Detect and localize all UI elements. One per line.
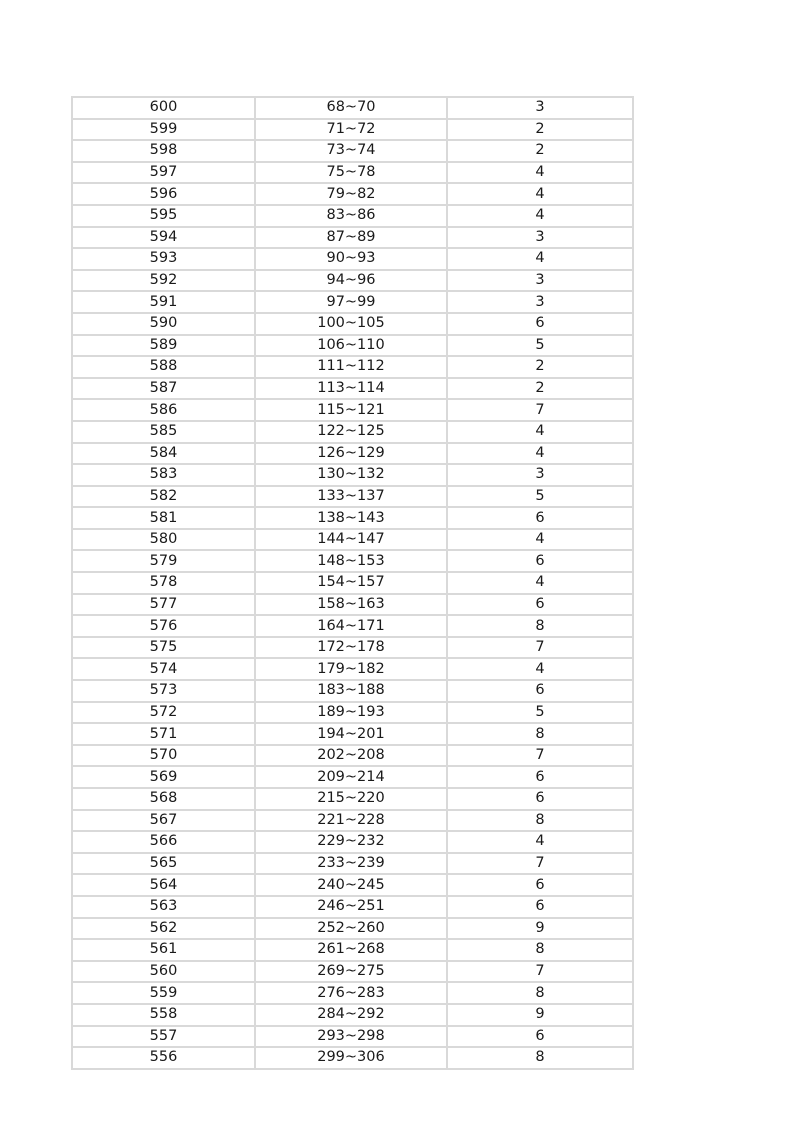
table-row <box>72 702 633 724</box>
table-row <box>72 1026 633 1048</box>
rank-range-cell: 215~220 <box>255 788 447 810</box>
table-row <box>72 97 633 119</box>
table-row <box>72 1047 633 1069</box>
rank-range-cell: 189~193 <box>255 702 447 724</box>
score-cell: 579 <box>72 550 255 572</box>
score-cell: 556 <box>72 1047 255 1069</box>
count-cell: 6 <box>447 896 633 918</box>
count-cell: 4 <box>447 443 633 465</box>
score-cell: 583 <box>72 464 255 486</box>
count-cell: 4 <box>447 572 633 594</box>
rank-range-cell: 252~260 <box>255 918 447 940</box>
count-cell: 4 <box>447 421 633 443</box>
score-cell: 580 <box>72 529 255 551</box>
count-cell: 5 <box>447 335 633 357</box>
score-cell: 582 <box>72 486 255 508</box>
count-cell: 7 <box>447 399 633 421</box>
count-cell: 4 <box>447 248 633 270</box>
rank-range-cell: 261~268 <box>255 939 447 961</box>
table-row <box>72 572 633 594</box>
count-cell: 6 <box>447 507 633 529</box>
score-cell: 574 <box>72 658 255 680</box>
score-cell: 560 <box>72 961 255 983</box>
table-row <box>72 507 633 529</box>
table-row <box>72 982 633 1004</box>
rank-range-cell: 111~112 <box>255 356 447 378</box>
table-row <box>72 486 633 508</box>
score-cell: 594 <box>72 227 255 249</box>
table-row <box>72 745 633 767</box>
rank-range-cell: 164~171 <box>255 615 447 637</box>
table-row <box>72 399 633 421</box>
rank-range-cell: 229~232 <box>255 831 447 853</box>
count-cell: 7 <box>447 745 633 767</box>
count-cell: 4 <box>447 529 633 551</box>
count-cell: 3 <box>447 227 633 249</box>
rank-range-cell: 138~143 <box>255 507 447 529</box>
count-cell: 6 <box>447 680 633 702</box>
score-cell: 592 <box>72 270 255 292</box>
table-row <box>72 680 633 702</box>
score-cell: 577 <box>72 594 255 616</box>
rank-range-cell: 87~89 <box>255 227 447 249</box>
table-row <box>72 227 633 249</box>
score-cell: 581 <box>72 507 255 529</box>
rank-range-cell: 202~208 <box>255 745 447 767</box>
score-cell: 559 <box>72 982 255 1004</box>
table-row <box>72 291 633 313</box>
score-cell: 593 <box>72 248 255 270</box>
table-row <box>72 443 633 465</box>
table-row <box>72 529 633 551</box>
table-body <box>72 97 633 1069</box>
table-row <box>72 831 633 853</box>
table-row <box>72 270 633 292</box>
count-cell: 3 <box>447 270 633 292</box>
rank-range-cell: 154~157 <box>255 572 447 594</box>
table-row <box>72 335 633 357</box>
table-row <box>72 1004 633 1026</box>
rank-range-cell: 158~163 <box>255 594 447 616</box>
score-cell: 573 <box>72 680 255 702</box>
rank-range-cell: 106~110 <box>255 335 447 357</box>
score-cell: 572 <box>72 702 255 724</box>
count-cell: 9 <box>447 1004 633 1026</box>
count-cell: 4 <box>447 658 633 680</box>
score-cell: 586 <box>72 399 255 421</box>
score-cell: 576 <box>72 615 255 637</box>
count-cell: 3 <box>447 97 633 119</box>
count-cell: 2 <box>447 140 633 162</box>
count-cell: 6 <box>447 788 633 810</box>
score-cell: 565 <box>72 853 255 875</box>
rank-range-cell: 68~70 <box>255 97 447 119</box>
table-row <box>72 615 633 637</box>
count-cell: 5 <box>447 486 633 508</box>
rank-range-cell: 183~188 <box>255 680 447 702</box>
table-row <box>72 810 633 832</box>
rank-range-cell: 276~283 <box>255 982 447 1004</box>
rank-range-cell: 269~275 <box>255 961 447 983</box>
score-cell: 590 <box>72 313 255 335</box>
score-cell: 597 <box>72 162 255 184</box>
rank-range-cell: 240~245 <box>255 874 447 896</box>
count-cell: 8 <box>447 615 633 637</box>
table-row <box>72 140 633 162</box>
table-row <box>72 119 633 141</box>
count-cell: 8 <box>447 810 633 832</box>
rank-range-cell: 130~132 <box>255 464 447 486</box>
table-row <box>72 874 633 896</box>
score-cell: 575 <box>72 637 255 659</box>
table-row <box>72 788 633 810</box>
table-row <box>72 550 633 572</box>
score-cell: 598 <box>72 140 255 162</box>
score-cell: 569 <box>72 766 255 788</box>
score-cell: 570 <box>72 745 255 767</box>
count-cell: 6 <box>447 766 633 788</box>
score-cell: 595 <box>72 205 255 227</box>
count-cell: 7 <box>447 853 633 875</box>
table-row <box>72 766 633 788</box>
table-row <box>72 356 633 378</box>
table-row <box>72 162 633 184</box>
table-row <box>72 421 633 443</box>
score-cell: 596 <box>72 183 255 205</box>
count-cell: 6 <box>447 550 633 572</box>
count-cell: 2 <box>447 119 633 141</box>
score-cell: 567 <box>72 810 255 832</box>
count-cell: 6 <box>447 874 633 896</box>
rank-range-cell: 299~306 <box>255 1047 447 1069</box>
score-cell: 571 <box>72 723 255 745</box>
count-cell: 2 <box>447 378 633 400</box>
rank-range-cell: 100~105 <box>255 313 447 335</box>
score-cell: 566 <box>72 831 255 853</box>
score-cell: 562 <box>72 918 255 940</box>
rank-range-cell: 90~93 <box>255 248 447 270</box>
table-row <box>72 658 633 680</box>
count-cell: 8 <box>447 1047 633 1069</box>
count-cell: 3 <box>447 291 633 313</box>
count-cell: 3 <box>447 464 633 486</box>
table-row <box>72 853 633 875</box>
score-cell: 599 <box>72 119 255 141</box>
count-cell: 6 <box>447 313 633 335</box>
rank-range-cell: 73~74 <box>255 140 447 162</box>
count-cell: 7 <box>447 961 633 983</box>
rank-range-cell: 113~114 <box>255 378 447 400</box>
table-row <box>72 183 633 205</box>
count-cell: 7 <box>447 637 633 659</box>
count-cell: 8 <box>447 939 633 961</box>
table-row <box>72 918 633 940</box>
score-cell: 578 <box>72 572 255 594</box>
score-cell: 568 <box>72 788 255 810</box>
table-row <box>72 594 633 616</box>
count-cell: 6 <box>447 594 633 616</box>
rank-range-cell: 148~153 <box>255 550 447 572</box>
table-row <box>72 205 633 227</box>
rank-range-cell: 94~96 <box>255 270 447 292</box>
rank-range-cell: 115~121 <box>255 399 447 421</box>
table-row <box>72 464 633 486</box>
score-cell: 587 <box>72 378 255 400</box>
rank-range-cell: 194~201 <box>255 723 447 745</box>
rank-range-cell: 172~178 <box>255 637 447 659</box>
table-row <box>72 723 633 745</box>
count-cell: 4 <box>447 205 633 227</box>
table-row <box>72 637 633 659</box>
rank-range-cell: 221~228 <box>255 810 447 832</box>
rank-range-cell: 144~147 <box>255 529 447 551</box>
table-row <box>72 939 633 961</box>
table-row <box>72 896 633 918</box>
table-row <box>72 378 633 400</box>
rank-range-cell: 246~251 <box>255 896 447 918</box>
table-row <box>72 313 633 335</box>
score-cell: 591 <box>72 291 255 313</box>
score-cell: 589 <box>72 335 255 357</box>
rank-range-cell: 75~78 <box>255 162 447 184</box>
rank-range-cell: 179~182 <box>255 658 447 680</box>
table-row <box>72 961 633 983</box>
score-cell: 564 <box>72 874 255 896</box>
rank-range-cell: 97~99 <box>255 291 447 313</box>
score-cell: 563 <box>72 896 255 918</box>
score-cell: 588 <box>72 356 255 378</box>
count-cell: 4 <box>447 183 633 205</box>
rank-range-cell: 122~125 <box>255 421 447 443</box>
rank-range-cell: 209~214 <box>255 766 447 788</box>
rank-range-cell: 126~129 <box>255 443 447 465</box>
score-table <box>71 96 634 1070</box>
count-cell: 4 <box>447 831 633 853</box>
score-cell: 584 <box>72 443 255 465</box>
count-cell: 2 <box>447 356 633 378</box>
rank-range-cell: 133~137 <box>255 486 447 508</box>
score-cell: 585 <box>72 421 255 443</box>
score-cell: 600 <box>72 97 255 119</box>
score-cell: 558 <box>72 1004 255 1026</box>
count-cell: 5 <box>447 702 633 724</box>
rank-range-cell: 293~298 <box>255 1026 447 1048</box>
rank-range-cell: 71~72 <box>255 119 447 141</box>
count-cell: 4 <box>447 162 633 184</box>
rank-range-cell: 284~292 <box>255 1004 447 1026</box>
score-cell: 557 <box>72 1026 255 1048</box>
score-cell: 561 <box>72 939 255 961</box>
count-cell: 8 <box>447 982 633 1004</box>
count-cell: 8 <box>447 723 633 745</box>
rank-range-cell: 233~239 <box>255 853 447 875</box>
rank-range-cell: 79~82 <box>255 183 447 205</box>
rank-range-cell: 83~86 <box>255 205 447 227</box>
table-row <box>72 248 633 270</box>
count-cell: 6 <box>447 1026 633 1048</box>
count-cell: 9 <box>447 918 633 940</box>
